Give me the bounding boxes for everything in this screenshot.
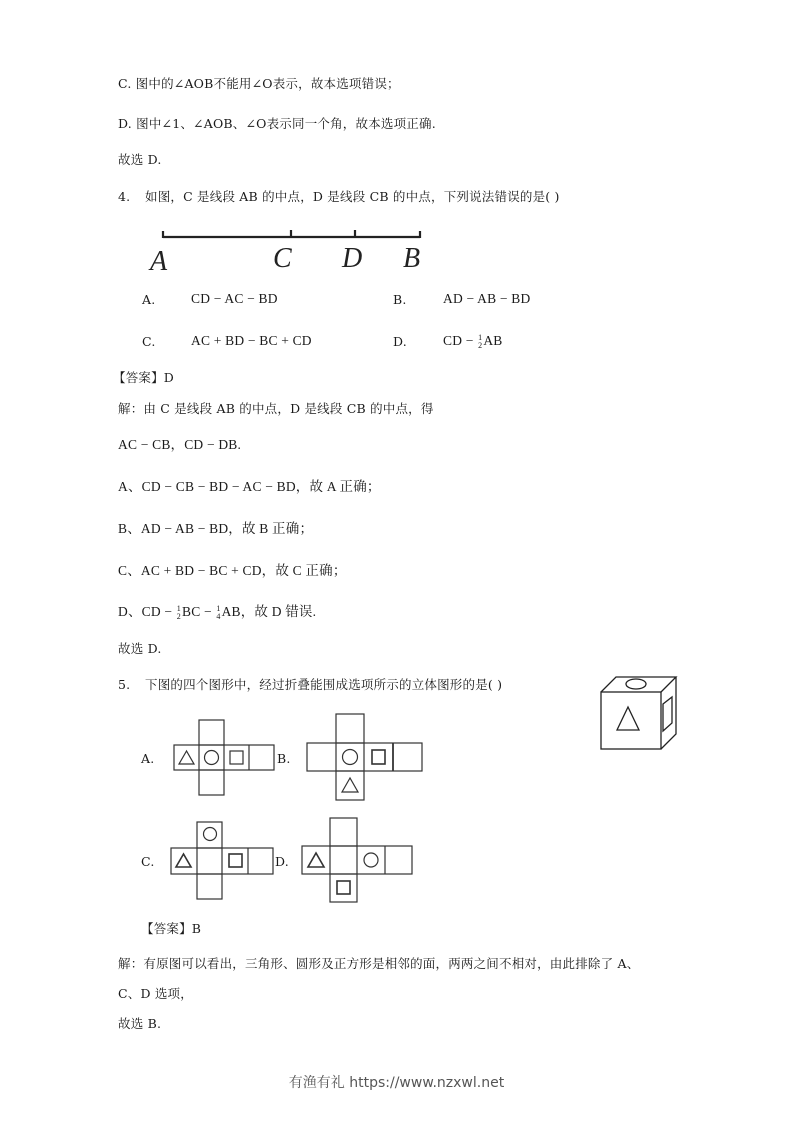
fraction-numerator: 1	[176, 603, 181, 613]
prev-solution-option-c: C. 图中的∠AOB不能用∠O表示，故本选项错误；	[118, 76, 400, 91]
q5-solution-line1: 解：有原图可以看出，三角形、圆形及正方形是相邻的面，两两之间不相对，由此排除了 A、	[118, 956, 640, 971]
q5-number: 5.	[118, 677, 131, 692]
q4-option-d-label: D.	[393, 334, 407, 349]
fraction-numerator: 1	[478, 332, 483, 342]
q4-option-a-label: A.	[142, 292, 156, 307]
fraction-numerator: 1	[216, 603, 221, 613]
q5-solution-conclusion: 故选 B.	[118, 1016, 162, 1031]
q4-solution-given: AC − CB，CD − DB.	[118, 437, 242, 452]
expr-part: D、CD −	[118, 604, 176, 619]
triangle-icon	[308, 853, 324, 867]
prev-solution-option-d: D. 图中∠1、∠AOB、∠O表示同一个角，故本选项正确.	[118, 116, 436, 131]
footer-watermark: 有渔有礼 https://www.nzxwl.net	[288, 1075, 505, 1091]
expr-part: AB	[483, 333, 503, 348]
point-label-a: A	[150, 246, 168, 277]
point-label-b: B	[403, 243, 421, 274]
q4-option-b-expr: AD − AB − BD	[443, 291, 531, 306]
q5-option-b-label: B.	[277, 751, 291, 766]
expr-part: AB，故 D 错误.	[221, 604, 317, 619]
fraction-denominator: 2	[176, 611, 181, 621]
q5-option-a-label: A.	[141, 751, 155, 766]
q4-solution-conclusion: 故选 D.	[118, 641, 162, 656]
q5-option-d-label: D.	[275, 854, 289, 869]
expr-part: CD −	[443, 333, 478, 348]
point-label-d: D	[342, 243, 363, 274]
q4-option-b-label: B.	[393, 292, 407, 307]
circle-icon	[364, 853, 378, 867]
q5-solution-line2: C、D 选项，	[118, 986, 193, 1001]
q4-solution-line-c: C、AC + BD − BC + CD，故 C 正确；	[118, 563, 347, 578]
prev-solution-conclusion: 故选 D.	[118, 152, 162, 167]
q5-stem: 下图的四个图形中，经过折叠能围成选项所示的立体图形的是( )	[145, 677, 503, 692]
q5-answer: 【答案】B	[141, 921, 202, 936]
q4-solution-intro: 解：由 C 是线段 AB 的中点，D 是线段 CB 的中点，得	[118, 401, 434, 416]
square-icon	[337, 881, 350, 894]
q4-option-a-expr: CD − AC − BD	[191, 291, 278, 306]
q5-option-c-label: C.	[141, 854, 155, 869]
q4-solution-line-a: A、CD − CB − BD − AC − BD，故 A 正确；	[118, 479, 381, 494]
expr-part: BC −	[181, 604, 216, 619]
point-label-c: C	[273, 243, 292, 274]
fraction-denominator: 2	[478, 340, 483, 350]
q4-solution-line-b: B、AD − AB − BD，故 B 正确；	[118, 521, 314, 536]
q4-option-c-expr: AC + BD − BC + CD	[191, 333, 312, 348]
fraction-denominator: 4	[216, 611, 221, 621]
q4-stem: 如图，C 是线段 AB 的中点，D 是线段 CB 的中点，下列说法错误的是( )	[145, 189, 560, 204]
q4-option-c-label: C.	[142, 334, 156, 349]
q4-number: 4.	[118, 189, 131, 204]
q4-answer: 【答案】D	[113, 370, 175, 385]
